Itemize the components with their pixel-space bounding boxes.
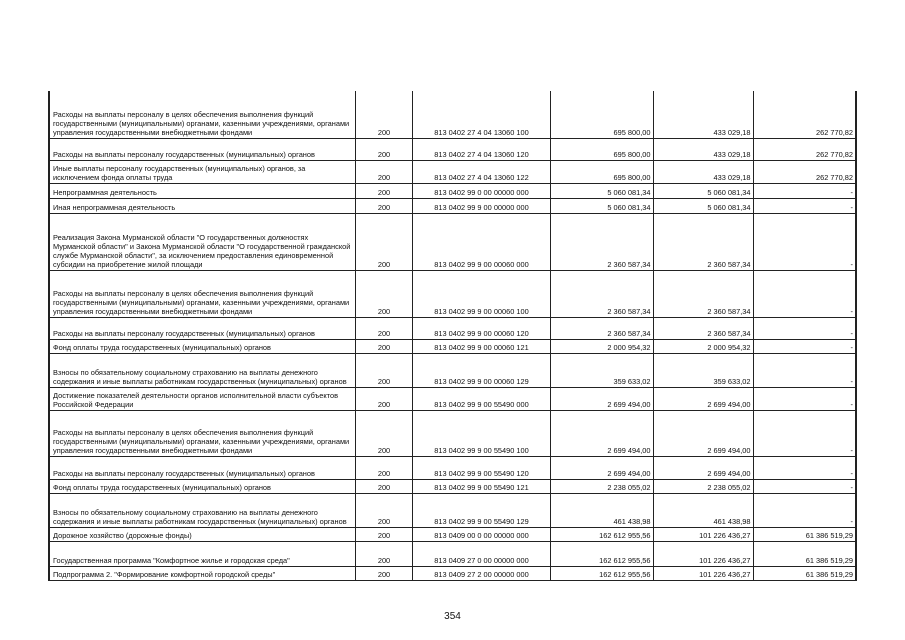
row-code-cell: 200 [355,541,412,566]
row-rest-cell: - [753,317,856,339]
row-code-cell: 200 [355,387,412,410]
table-row [49,213,856,270]
row-rest-cell: 61 386 519,29 [753,566,856,580]
row-plan-cell: 2 360 587,34 [550,213,653,270]
row-kbk-cell: 813 0402 99 9 00 55490 000 [412,387,550,410]
row-name-cell: Расходы на выплаты персоналу в целях обеспечения выполнения функций государственными (муниципальными) органами, казенными учреждениями, органами управления государственными внебюджетными фондами [49,270,355,317]
row-plan-cell: 2 360 587,34 [550,317,653,339]
row-code-cell: 200 [355,479,412,493]
row-code-cell: 200 [355,91,412,138]
row-exec-cell: 433 029,18 [653,160,753,183]
row-rest-cell: 61 386 519,29 [753,541,856,566]
row-plan-cell: 2 360 587,34 [550,270,653,317]
row-kbk-cell: 813 0402 27 4 04 13060 100 [412,91,550,138]
row-exec-cell: 433 029,18 [653,138,753,160]
table-row [49,198,856,213]
row-name-cell: Расходы на выплаты персоналу государственных (муниципальных) органов [49,317,355,339]
row-exec-cell: 2 238 055,02 [653,479,753,493]
row-plan-cell: 2 699 494,00 [550,410,653,456]
row-kbk-cell: 813 0402 99 0 00 00000 000 [412,183,550,198]
row-exec-cell: 2 699 494,00 [653,387,753,410]
table-row [49,138,856,160]
row-plan-cell: 695 800,00 [550,160,653,183]
table-row [49,339,856,353]
row-name-cell: Взносы по обязательному социальному страхованию на выплаты денежного содержания и иные выплаты работникам государственных (муниципальных) органов [49,353,355,387]
row-name-cell: Расходы на выплаты персоналу в целях обеспечения выполнения функций государственными (муниципальными) органами, казенными учреждениями, органами управления государственными внебюджетными фондами [49,91,355,138]
row-name-cell: Взносы по обязательному социальному страхованию на выплаты денежного содержания и иные выплаты работникам государственных (муниципальных) органов [49,493,355,527]
row-rest-cell: - [753,198,856,213]
row-kbk-cell: 813 0402 99 9 00 55490 100 [412,410,550,456]
row-exec-cell: 2 000 954,32 [653,339,753,353]
row-plan-cell: 162 612 955,56 [550,527,653,541]
row-plan-cell: 162 612 955,56 [550,566,653,580]
row-kbk-cell: 813 0402 99 9 00 55490 129 [412,493,550,527]
row-name-cell: Расходы на выплаты персоналу государственных (муниципальных) органов [49,138,355,160]
row-code-cell: 200 [355,566,412,580]
table-row [49,183,856,198]
row-plan-cell: 695 800,00 [550,138,653,160]
report-table [48,91,857,581]
row-exec-cell: 359 633,02 [653,353,753,387]
row-name-cell: Иная непрограммная деятельность [49,198,355,213]
row-exec-cell: 2 360 587,34 [653,213,753,270]
row-rest-cell: - [753,493,856,527]
row-code-cell: 200 [355,213,412,270]
row-code-cell: 200 [355,198,412,213]
row-rest-cell: 262 770,82 [753,91,856,138]
table-row [49,493,856,527]
report-table-body [49,91,856,580]
row-kbk-cell: 813 0402 99 9 00 00060 120 [412,317,550,339]
row-exec-cell: 2 699 494,00 [653,456,753,479]
table-row [49,527,856,541]
row-kbk-cell: 813 0402 27 4 04 13060 122 [412,160,550,183]
row-plan-cell: 359 633,02 [550,353,653,387]
row-rest-cell: - [753,456,856,479]
row-code-cell: 200 [355,270,412,317]
row-exec-cell: 101 226 436,27 [653,566,753,580]
table-row [49,456,856,479]
row-name-cell: Фонд оплаты труда государственных (муниципальных) органов [49,479,355,493]
row-exec-cell: 5 060 081,34 [653,198,753,213]
row-plan-cell: 2 699 494,00 [550,456,653,479]
row-plan-cell: 461 438,98 [550,493,653,527]
row-name-cell: Реализация Закона Мурманской области "О государственных должностях Мурманской области" и Закона Мурманской области "О государственной гражданской службе Мурманской области", за исключением предоставления единовременной субсидии на приобретение жилой площади [49,213,355,270]
row-kbk-cell: 813 0402 27 4 04 13060 120 [412,138,550,160]
row-exec-cell: 2 360 587,34 [653,317,753,339]
row-code-cell: 200 [355,138,412,160]
row-name-cell: Иные выплаты персоналу государственных (муниципальных) органов, за исключением фонда оплаты труда [49,160,355,183]
table-row [49,160,856,183]
row-name-cell: Достижение показателей деятельности органов исполнительной власти субъектов Российской Федерации [49,387,355,410]
row-exec-cell: 433 029,18 [653,91,753,138]
row-name-cell: Подпрограмма 2. "Формирование комфортной городской среды" [49,566,355,580]
row-code-cell: 200 [355,493,412,527]
row-plan-cell: 2 000 954,32 [550,339,653,353]
row-plan-cell: 162 612 955,56 [550,541,653,566]
row-code-cell: 200 [355,339,412,353]
row-kbk-cell: 813 0402 99 9 00 00000 000 [412,198,550,213]
row-rest-cell: - [753,270,856,317]
row-rest-cell: - [753,183,856,198]
row-rest-cell: - [753,479,856,493]
row-rest-cell: - [753,387,856,410]
row-code-cell: 200 [355,353,412,387]
row-exec-cell: 101 226 436,27 [653,541,753,566]
page-number: 354 [444,611,461,622]
table-row [49,353,856,387]
row-rest-cell: 262 770,82 [753,138,856,160]
row-code-cell: 200 [355,527,412,541]
row-code-cell: 200 [355,317,412,339]
row-plan-cell: 5 060 081,34 [550,183,653,198]
table-row [49,91,856,138]
row-kbk-cell: 813 0409 00 0 00 00000 000 [412,527,550,541]
table-row [49,410,856,456]
row-rest-cell: - [753,410,856,456]
table-row [49,317,856,339]
table-row [49,541,856,566]
row-rest-cell: - [753,339,856,353]
row-plan-cell: 5 060 081,34 [550,198,653,213]
row-name-cell: Расходы на выплаты персоналу в целях обеспечения выполнения функций государственными (муниципальными) органами, казенными учреждениями, органами управления государственными внебюджетными фондами [49,410,355,456]
row-name-cell: Непрограммная деятельность [49,183,355,198]
row-exec-cell: 2 360 587,34 [653,270,753,317]
row-kbk-cell: 813 0402 99 9 00 00060 121 [412,339,550,353]
row-kbk-cell: 813 0402 99 9 00 00060 129 [412,353,550,387]
row-exec-cell: 461 438,98 [653,493,753,527]
row-exec-cell: 5 060 081,34 [653,183,753,198]
row-kbk-cell: 813 0402 99 9 00 55490 120 [412,456,550,479]
table-row [49,566,856,580]
row-exec-cell: 101 226 436,27 [653,527,753,541]
table-row [49,270,856,317]
row-rest-cell: 61 386 519,29 [753,527,856,541]
row-name-cell: Расходы на выплаты персоналу государственных (муниципальных) органов [49,456,355,479]
row-code-cell: 200 [355,410,412,456]
row-rest-cell: - [753,213,856,270]
row-code-cell: 200 [355,456,412,479]
table-row [49,387,856,410]
row-kbk-cell: 813 0402 99 9 00 55490 121 [412,479,550,493]
row-code-cell: 200 [355,160,412,183]
row-plan-cell: 695 800,00 [550,91,653,138]
row-name-cell: Фонд оплаты труда государственных (муниципальных) органов [49,339,355,353]
row-kbk-cell: 813 0409 27 0 00 00000 000 [412,541,550,566]
row-plan-cell: 2 238 055,02 [550,479,653,493]
row-kbk-cell: 813 0409 27 2 00 00000 000 [412,566,550,580]
row-name-cell: Дорожное хозяйство (дорожные фонды) [49,527,355,541]
row-code-cell: 200 [355,183,412,198]
row-kbk-cell: 813 0402 99 9 00 00060 100 [412,270,550,317]
row-name-cell: Государственная программа "Комфортное жилье и городская среда" [49,541,355,566]
row-rest-cell: - [753,353,856,387]
row-kbk-cell: 813 0402 99 9 00 00060 000 [412,213,550,270]
row-exec-cell: 2 699 494,00 [653,410,753,456]
table-row [49,479,856,493]
row-rest-cell: 262 770,82 [753,160,856,183]
row-plan-cell: 2 699 494,00 [550,387,653,410]
